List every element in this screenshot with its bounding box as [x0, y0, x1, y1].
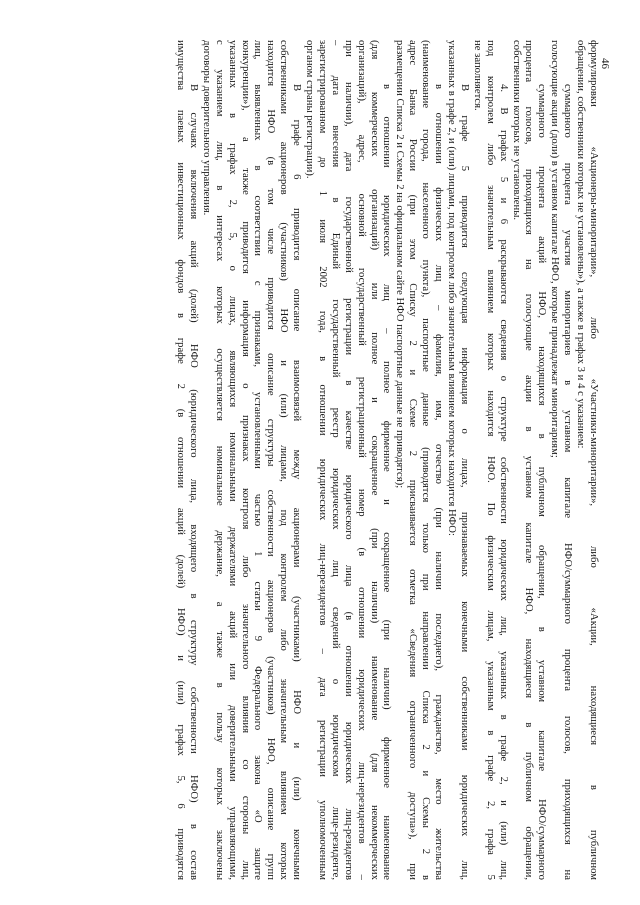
- text-line: суммарного процента участия миноритариев в уставном капитале НФО/суммарного процента голосов, приходящихся на: [562, 84, 575, 880]
- text-line: указанных в графах 2, 5, о лицах, являющихся номинальными держателями акций или доверительными управляющими,: [226, 40, 239, 880]
- text-line: конкуренции»), а также приводится информация о признаках контроля либо значительного влияния со стороны лиц,: [239, 40, 252, 880]
- text-line: собственники которых не установлены.: [510, 40, 523, 221]
- text-line: (наименование города, населенного пункта), паспортные данные (приводятся только при направлении Списка 2 и Схемы 2 в: [420, 40, 433, 880]
- text-line: формулировки «Акционеры-миноритарии», либо «Участники-миноритарии», либо «Акции, находящиеся в публичном: [588, 40, 600, 880]
- text-line: находится НФО (в том числе приводится описание структуры собственности акционеров (участников) НФО, описание групп: [265, 40, 278, 880]
- text-line: с указанием лиц, в интересах которых осуществляется номинальное держание, а также в пользу которых заключены: [213, 40, 226, 880]
- text-line: договоры доверительного управления.: [200, 40, 213, 216]
- text-line: организаций), адрес, основной государственный регистрационный номер (в отношении юридических лиц-нерезидентов –: [355, 40, 368, 880]
- text-line: (для коммерческих организаций) или полное и сокращенное (при наличии) наименование (для некоммерческих: [368, 40, 381, 880]
- text-line: суммарного процента акций НФО, находящихся в публичном обращении, в уставном капитале НФО/суммарного: [536, 84, 549, 880]
- rotated-text-block: [40, 40, 600, 880]
- text-line: зарегистрированном до 1 июля 2002 года, в отношении юридических лиц-нерезидентов – дата регистрации уполномоченным: [316, 40, 329, 880]
- text-line: под контролем либо значительным влиянием которых находится НФО. По физическим лицам, указанным в графе 2, графа 5: [484, 40, 497, 880]
- text-line: при наличии), дата государственной регистрации в качестве юридического лица (в отношении юридических лиц-резидентов: [342, 40, 355, 880]
- text-line: не заполняется.: [471, 40, 484, 111]
- text-line: органом страны регистрации).: [304, 40, 317, 179]
- text-line: в отношении физических лиц – фамилия, имя, отчество (при наличии последнего), гражданство, место жительства: [433, 84, 446, 880]
- page-number: 46: [599, 58, 611, 69]
- text-line: – дата внесения в Единый государственный реестр юридических лиц сведений о юридическом лице-резиденте,: [329, 40, 342, 880]
- text-line: адрес Банка России (при этом Списку 2 и Схеме 2 присваивается отметка «Сведения ограниченного доступа»), при: [407, 40, 420, 880]
- text-line: в отношении юридических лиц – полное фирменное и сокращенное (при наличии) фирменное наименование: [381, 84, 394, 880]
- text-line: размещении Списка 2 и Схемы 2 на официальном сайте НФО паспортные данные не приводятся);: [394, 40, 407, 489]
- text-line: лиц, выявленных в соответствии с признаками, установленными частью 1 статьи 9 Федерального закона «О защите: [252, 40, 265, 880]
- text-line: В графе 5 приводится следующая информация о лицах, признаваемых конечными собственниками юридических лиц,: [458, 84, 471, 880]
- text-line: голосующие акции (доли) в уставном капитале НФО, которые принадлежат миноритариям;: [549, 40, 562, 458]
- text-line: собственниками акционеров (участников) НФО и (или) лицами, под контролем либо значительным влиянием которых: [278, 40, 291, 880]
- text-line: указанных в графе 2, и (или) лицами, под контролем либо значительным влиянием которых находится НФО:: [446, 40, 459, 536]
- text-line: обращении, собственники которых не установлены»), а также в графах 3 и 4 с указанием:: [575, 40, 588, 449]
- text-line: 4. В графах 5 и 6 раскрываются сведения о структуре собственности юридических лиц, указанных в графе 2, и (или) лиц,: [497, 84, 510, 880]
- text-line: В графе 6 приводится описание взаимосвязей между акционерами (участниками) НФО и (или) конечными: [291, 84, 304, 880]
- text-line: имущества паевых инвестиционных фондов в графе 2 (в отношении акций (долей) НФО) и (или) графах 5, 6 приводятся: [175, 40, 187, 880]
- text-line: В случаях включения акций (долей) НФО (юридического лица, входящего в структуру собственности НФО) в состав: [187, 84, 200, 880]
- text-line: процента голосов, приходящихся на голосующие акции в уставном капитале НФО, находящиеся в публичном обращении,: [523, 40, 536, 880]
